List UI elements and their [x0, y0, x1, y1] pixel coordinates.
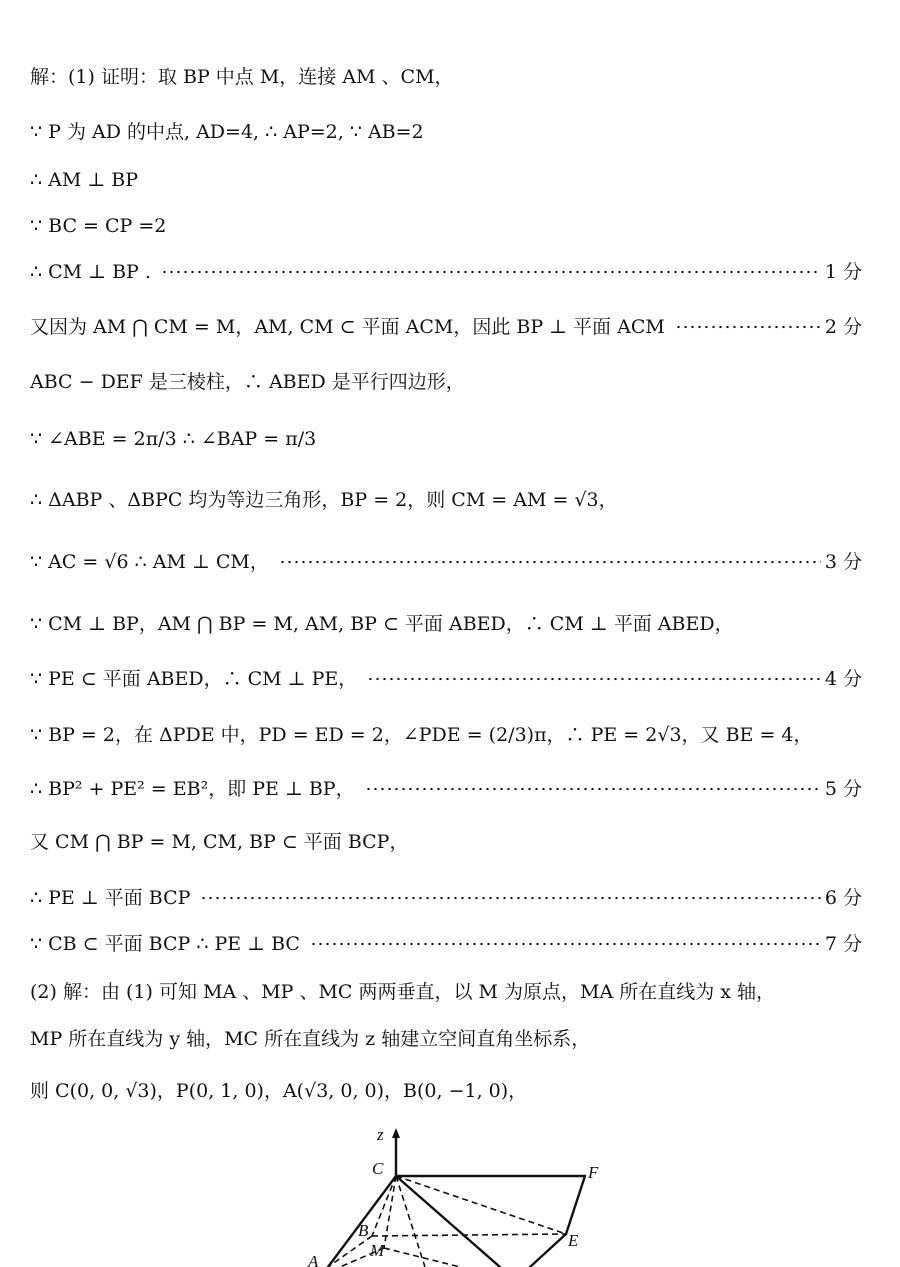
- label-M: M: [370, 1241, 385, 1260]
- line-text: 则 C(0, 0, √3)，P(0, 1, 0)，A(√3, 0, 0)，B(0, −1, 0)，: [30, 1080, 528, 1102]
- score-mark: 3 分: [824, 551, 862, 573]
- line-text: 又 CM ⋂ BP = M, CM, BP ⊂ 平面 BCP，: [30, 831, 409, 853]
- text-line: [30, 426, 862, 452]
- line-text: ∴ ΔABP 、ΔBPC 均为等边三角形，BP = 2，则 CM = AM = √3，: [30, 489, 618, 511]
- text-line: [30, 314, 862, 340]
- text-line: [30, 259, 862, 285]
- label-B: B: [358, 1221, 369, 1240]
- text-line: [30, 979, 862, 1005]
- line-text: ∵ BP = 2，在 ΔPDE 中，PD = ED = 2，∠PDE = (2/3)π，∴ PE = 2√3，又 BE = 4，: [30, 724, 813, 746]
- edge-C-lower: [396, 1176, 500, 1267]
- line-text: ∴ PE ⊥ 平面 BCP: [30, 887, 191, 909]
- text-line: [30, 64, 862, 90]
- line-text: ∵ PE ⊂ 平面 ABED，∴ CM ⊥ PE，: [30, 668, 358, 690]
- text-line: [30, 829, 862, 855]
- label-C: C: [372, 1159, 384, 1178]
- text-line: [30, 885, 862, 911]
- line-text: MP 所在直线为 y 轴，MC 所在直线为 z 轴建立空间直角坐标系，: [30, 1028, 591, 1050]
- text-line: [30, 611, 862, 637]
- line-text: 解：(1) 证明：取 BP 中点 M，连接 AM 、CM，: [30, 66, 454, 88]
- line-text: ∵ CB ⊂ 平面 BCP ∴ PE ⊥ BC: [30, 933, 300, 955]
- dot-leader: [367, 677, 821, 681]
- score-mark: 6 分: [824, 887, 862, 909]
- line-text: ∵ P 为 AD 的中点, AD=4, ∴ AP=2, ∵ AB=2: [30, 121, 424, 143]
- line-text: 又因为 AM ⋂ CM = M，AM, CM ⊂ 平面 ACM，因此 BP ⊥ 平面 ACM: [30, 316, 665, 338]
- dot-leader: [310, 942, 821, 946]
- text-line: [30, 1078, 862, 1104]
- text-line: [30, 931, 862, 957]
- text-line: [30, 1026, 862, 1052]
- line-text: ∵ ∠ABE = 2π/3 ∴ ∠BAP = π/3: [30, 428, 317, 450]
- line-text: ∵ CM ⊥ BP，AM ⋂ BP = M, AM, BP ⊂ 平面 ABED，∴ CM ⊥ 平面 ABED，: [30, 613, 734, 635]
- line-text: (2) 解：由 (1) 可知 MA 、MP 、MC 两两垂直，以 M 为原点，MA 所在直线为 x 轴，: [30, 981, 776, 1003]
- text-line: [30, 487, 862, 513]
- dot-leader: [279, 560, 821, 564]
- dot-leader: [161, 270, 821, 274]
- text-line: [30, 666, 862, 692]
- line-text: ∵ AC = √6 ∴ AM ⊥ CM，: [30, 551, 269, 573]
- label-E: E: [568, 1231, 579, 1250]
- dashed-BE: [372, 1234, 566, 1236]
- dashed-CM: [384, 1176, 396, 1248]
- dashed-BA: [328, 1236, 372, 1267]
- z-axis-arrow: [392, 1128, 400, 1138]
- text-line: [30, 776, 862, 802]
- dot-leader: [365, 787, 821, 791]
- line-text: ∵ BC = CP =2: [30, 215, 167, 237]
- dashed-CE: [396, 1176, 566, 1234]
- score-mark: 1 分: [824, 261, 862, 283]
- dot-leader: [675, 325, 821, 329]
- text-line: [30, 167, 862, 193]
- edge-E-lower: [530, 1234, 566, 1267]
- label-F: F: [588, 1163, 599, 1182]
- prism-figure: [300, 1118, 620, 1267]
- text-line: [30, 369, 862, 395]
- text-line: [30, 119, 862, 145]
- score-mark: 7 分: [824, 933, 862, 955]
- edge-FE: [566, 1176, 585, 1234]
- score-mark: 4 分: [824, 668, 862, 690]
- text-line: [30, 722, 862, 748]
- label-A: A: [308, 1252, 319, 1267]
- score-mark: 2 分: [824, 316, 862, 338]
- score-mark: 5 分: [824, 778, 862, 800]
- line-text: ABC − DEF 是三棱柱，∴ ABED 是平行四边形，: [30, 371, 465, 393]
- text-line: [30, 213, 862, 239]
- dashed-CB: [372, 1176, 396, 1236]
- line-text: ∴ BP² + PE² = EB²，即 PE ⊥ BP，: [30, 778, 355, 800]
- dot-leader: [200, 896, 820, 900]
- text-line: [30, 549, 862, 575]
- line-text: ∴ AM ⊥ BP: [30, 169, 138, 191]
- line-text: ∴ CM ⊥ BP .: [30, 261, 151, 283]
- label-z: z: [377, 1125, 384, 1144]
